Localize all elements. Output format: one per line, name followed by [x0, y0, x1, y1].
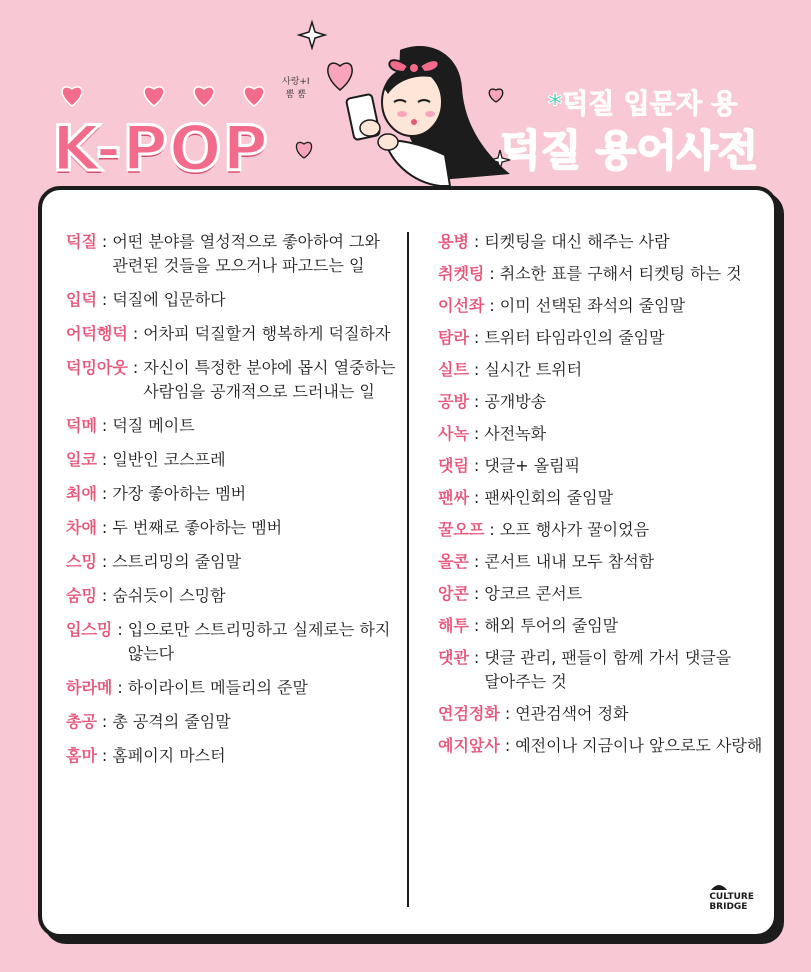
separator: :: [117, 678, 123, 697]
term-entry: [438, 582, 768, 606]
separator: :: [473, 328, 480, 347]
term-entry: [438, 294, 768, 318]
term-entry: [66, 516, 396, 540]
definition: 앙코르 콘서트: [484, 584, 583, 603]
definition: 스트리밍의 줄임말: [112, 552, 242, 571]
separator: :: [504, 704, 511, 723]
definition: 홈페이지 마스터: [112, 746, 226, 765]
separator: :: [489, 520, 495, 539]
term: 덕메: [66, 416, 97, 435]
separator: :: [473, 232, 480, 251]
kpop-logo: K-POP: [52, 112, 269, 185]
definition: 숨쉬듯이 스밍함: [112, 586, 226, 605]
definition: 트위터 타임라인의 줄임말: [484, 328, 665, 347]
definition: 일반인 코스프레: [112, 450, 226, 469]
term: 팬싸: [438, 488, 469, 507]
term: 어덕행덕: [66, 324, 128, 343]
term: 입스밍: [66, 620, 113, 639]
hearts-row-icon: [58, 80, 278, 110]
logo-line-2: BRIDGE: [709, 902, 748, 912]
term: 입덕: [66, 290, 97, 309]
term-entry: [438, 550, 768, 574]
separator: :: [489, 296, 495, 315]
definition: 예전이나 지금이나 앞으로도 사랑해: [515, 736, 763, 755]
term-entry: [438, 486, 768, 510]
separator: :: [473, 552, 480, 571]
term: 연검정화: [438, 704, 500, 723]
term: 댓림: [438, 456, 469, 475]
term-entry: [438, 702, 768, 726]
term: 해투: [438, 616, 469, 635]
term: 최애: [66, 484, 97, 503]
term-entry: [66, 322, 396, 346]
term-entry: [438, 734, 768, 758]
subtitle: *덕질 입문자 용: [548, 89, 738, 120]
separator: :: [101, 586, 108, 605]
separator: :: [132, 358, 139, 377]
term: 홈마: [66, 746, 97, 765]
separator: :: [117, 620, 123, 639]
term-entry: [66, 744, 396, 768]
brand-line-2: 뿜 뿜: [285, 90, 306, 100]
term-entry: [438, 646, 768, 694]
definition: 오프 행사가 꿀이었음: [499, 520, 650, 539]
title-part-1: 덕질: [500, 126, 582, 175]
separator: :: [101, 290, 108, 309]
term-entry: [438, 358, 768, 382]
term-entry: [66, 482, 396, 506]
term: 덕밍아웃: [66, 358, 128, 377]
dome-icon: [709, 880, 729, 890]
term-entry: [438, 326, 768, 350]
term: 숨밍: [66, 586, 97, 605]
definition: 취소한 표를 구해서 티켓팅 하는 것: [499, 264, 742, 283]
term-entry: [438, 230, 768, 254]
definition: 사전녹화: [484, 424, 547, 443]
definition: 팬싸인회의 줄임말: [484, 488, 614, 507]
term: 총공: [66, 712, 97, 731]
term: 취켓팅: [438, 264, 485, 283]
separator: :: [473, 648, 480, 667]
separator: :: [473, 584, 480, 603]
term-entry: [66, 710, 396, 734]
term-entry: [66, 356, 396, 404]
definition: 이미 선택된 좌석의 줄임말: [499, 296, 686, 315]
term: 사녹: [438, 424, 469, 443]
separator: :: [101, 416, 108, 435]
term-entry: [66, 414, 396, 438]
page-title: [500, 118, 758, 178]
term: 이선좌: [438, 296, 485, 315]
right-column: [438, 230, 768, 766]
term: 차애: [66, 518, 97, 537]
separator: :: [504, 736, 511, 755]
definition: 댓글 관리, 팬들이 함께 가서 댓글을 달아주는 것: [484, 648, 732, 691]
separator: :: [101, 484, 108, 503]
separator: :: [473, 456, 480, 475]
term: 올콘: [438, 552, 469, 571]
definition: 티켓팅을 대신 해주는 사람: [484, 232, 670, 251]
separator: :: [132, 324, 139, 343]
term-entry: [66, 550, 396, 574]
column-divider: [407, 232, 409, 907]
term-entry: [66, 288, 396, 312]
definition: 어차피 덕질할거 행복하게 덕질하자: [143, 324, 391, 343]
term-entry: [438, 614, 768, 638]
definition: 콘서트 내내 모두 참석함: [484, 552, 655, 571]
definition: 실시간 트위터: [484, 360, 583, 379]
term-entry: [438, 454, 768, 478]
definition: 가장 좋아하는 멤버: [112, 484, 247, 503]
separator: :: [473, 392, 480, 411]
separator: :: [473, 616, 480, 635]
brand-line-1: 사랑+I: [282, 77, 310, 87]
term-entry: [438, 262, 768, 286]
logo-line-1: CULTURE: [709, 892, 754, 902]
term: 탐라: [438, 328, 469, 347]
term-entry: [66, 448, 396, 472]
separator: :: [101, 712, 108, 731]
definition: 하이라이트 메들리의 준말: [127, 678, 308, 697]
separator: :: [101, 552, 108, 571]
header: [0, 0, 811, 190]
separator: :: [101, 450, 108, 469]
definition: 댓글+ 올림픽: [484, 456, 581, 475]
term: 앙콘: [438, 584, 469, 603]
term-entry: [66, 676, 396, 700]
term-entry: [66, 230, 396, 278]
definition: 자신이 특정한 분야에 몹시 열중하는 사람임을 공개적으로 드러내는 일: [143, 358, 396, 401]
definition: 덕질에 입문하다: [112, 290, 226, 309]
separator: :: [489, 264, 495, 283]
term-entry: [438, 390, 768, 414]
term: 스밍: [66, 552, 97, 571]
culture-bridge-logo: [709, 880, 754, 912]
girl-with-phone-illustration-icon: [290, 10, 520, 190]
term: 용병: [438, 232, 469, 251]
term: 예지앞사: [438, 736, 500, 755]
term: 덕질: [66, 232, 97, 251]
left-column: [66, 230, 396, 778]
definition: 해외 투어의 줄임말: [484, 616, 619, 635]
term-entry: [438, 422, 768, 446]
definition: 어떤 분야를 열성적으로 좋아하여 그와 관련된 것들을 모으거나 파고드는 일: [112, 232, 380, 275]
definition: 공개방송: [484, 392, 547, 411]
term: 실트: [438, 360, 469, 379]
definition: 덕질 메이트: [112, 416, 195, 435]
term-entry: [438, 518, 768, 542]
glossary-card: [38, 186, 778, 938]
separator: :: [101, 746, 108, 765]
term: 일코: [66, 450, 97, 469]
term-entry: [66, 584, 396, 608]
separator: :: [101, 518, 108, 537]
definition: 입으로만 스트리밍하고 실제로는 하지 않는다: [127, 620, 391, 663]
definition: 연관검색어 정화: [515, 704, 629, 723]
definition: 총 공격의 줄임말: [112, 712, 231, 731]
separator: :: [473, 424, 480, 443]
term: 공방: [438, 392, 469, 411]
separator: :: [473, 360, 480, 379]
definition: 두 번째로 좋아하는 멤버: [112, 518, 283, 537]
title-part-2: 용어사전: [595, 126, 759, 175]
term: 댓관: [438, 648, 469, 667]
separator: :: [473, 488, 480, 507]
separator: :: [101, 232, 108, 251]
term-entry: [66, 618, 396, 666]
term: 하라메: [66, 678, 113, 697]
term: 꿀오프: [438, 520, 485, 539]
